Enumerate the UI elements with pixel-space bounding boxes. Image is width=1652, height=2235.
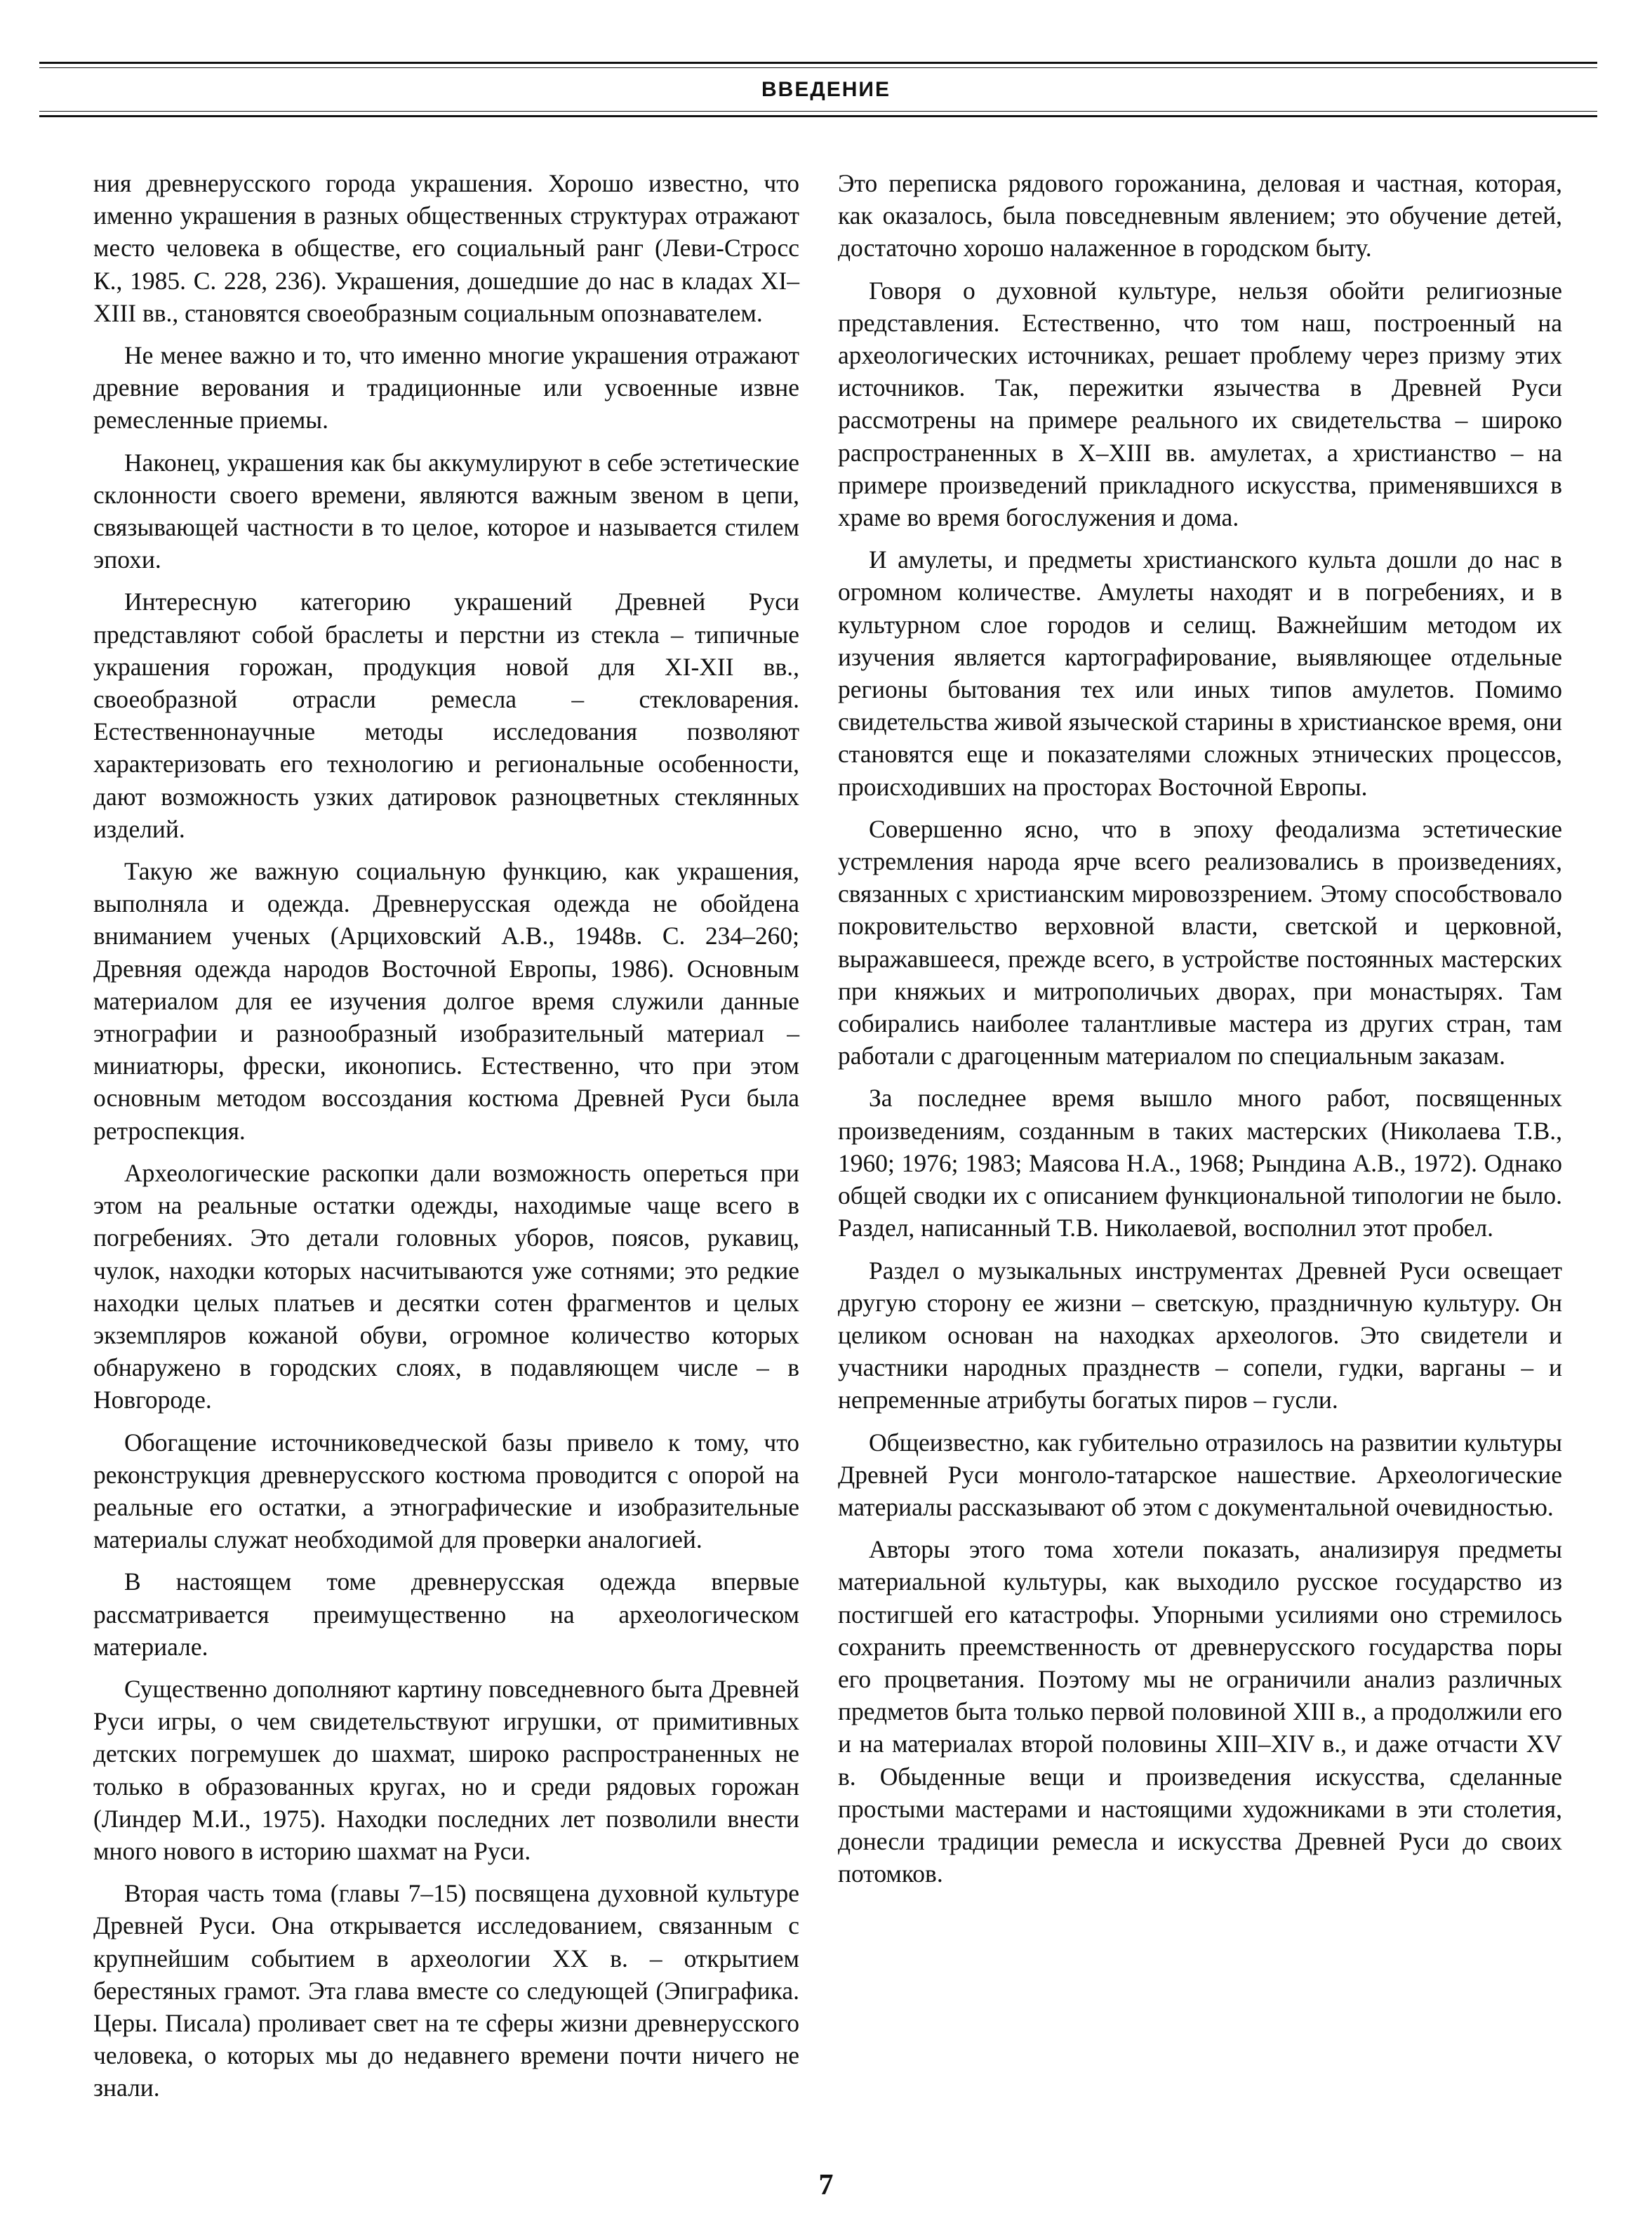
paragraph: В настоящем томе древнерусская одежда впервые рассматривается преимущественно на археологическом материале. xyxy=(93,1567,799,1661)
header-rule-top xyxy=(39,62,1597,64)
page-number: 7 xyxy=(818,2169,834,2201)
paragraph: Вторая часть тома (главы 7–15) посвящена духовной культуре Древней Руси. Она открывается исследованием, связанным с крупнейшим событием в археологии XX в. – открытием берестяных грамот. Эта глава вместе со следующей (Эпиграфика. Церы. Писала) проливает свет на те сферы жизни древнерусского человека, о которых мы до недавнего времени почти ничего не знали. xyxy=(93,1879,799,2102)
paragraph: За последнее время вышло много работ, посвященных произведениям, созданным в таких мастерских (Николаева Т.В., 1960; 1976; 1983; Маясова Н.А., 1968; Рындина А.В., 1972). Однако общей сводки их с описанием функциональной типологии не было. Раздел, написанный Т.В. Николаевой, восполнил этот пробел. xyxy=(838,1084,1562,1242)
paragraph: Интересную категорию украшений Древней Руси представляют собой браслеты и перстни из стекла – типичные украшения горожан, продукция новой для XI-XII вв., своеобразной отрасли ремесла – стекловарения. Естественнонаучные методы исследования позволяют характеризовать его технологию и региональные особенности, дают возможность узких датировок разноцветных стеклянных изделий. xyxy=(93,588,799,843)
paragraph: ния древнерусского города украшения. Хорошо известно, что именно украшения в разных общественных структурах отражают место человека в обществе, его социальный ранг (Леви-Стросс К., 1985. С. 228, 236). Украшения, дошедшие до нас в кладах XI–XIII вв., становятся своеобразным социальным опознавателем. xyxy=(93,169,799,327)
paragraph: Наконец, украшения как бы аккумулируют в себе эстетические склонности своего времени, являются важным звеном в цепи, связывающей частности в то целое, которое и называется стилем эпохи. xyxy=(93,448,799,574)
paragraph: Не менее важно и то, что именно многие украшения отражают древние верования и традиционные или усвоенные извне ремесленные приемы. xyxy=(93,341,799,435)
running-header: ВВЕДЕНИЕ xyxy=(761,78,891,101)
paragraph: Авторы этого тома хотели показать, анализируя предметы материальной культуры, как выходило русское государство из постигшей его катастрофы. Упорными усилиями оно стремилось сохранить преемственность от древнерусского государства поры его процветания. Поэтому мы не ограничили анализ различных предметов быта только первой половиной XIII в., а продолжили его и на материалах второй половины XIII–XIV в., и даже отчасти XV в. Обыденные вещи и произведения искусства, сделанные простыми мастерами и настоящими художниками в эти столетия, донесли традиции ремесла и искусства Древней Руси до своих потомков. xyxy=(838,1535,1562,1888)
paragraph: И амулеты, и предметы христианского культа дошли до нас в огромном количестве. Амулеты находят и в погребениях, и в культурном слое городов и селищ. Важнейшим методом их изучения является картографирование, выявляющее отдельные регионы бытования тех или иных типов амулетов. Помимо свидетельства живой языческой старины в христианское время, они становятся еще и показателями сложных этнических процессов, происходивших на просторах Восточной Европы. xyxy=(838,545,1562,801)
paragraph: Такую же важную социальную функцию, как украшения, выполняла и одежда. Древнерусская одежда не обойдена вниманием ученых (Арциховский А.В., 1948в. С. 234–260; Древняя одежда народов Восточной Европы, 1986). Основным материалом для ее изучения долгое время служили данные этнографии и разнообразный изобразительный материал – миниатюры, фрески, иконопись. Естественно, что при этом основным методом воссоздания костюма Древней Руси была ретроспекция. xyxy=(93,857,799,1145)
paragraph: Это переписка рядового горожанина, деловая и частная, которая, как оказалось, была повседневным явлением; это обучение детей, достаточно хорошо налаженное в городском быту. xyxy=(838,169,1562,263)
text-column-left xyxy=(93,167,799,2104)
text-column-right xyxy=(838,167,1562,1890)
paragraph: Совершенно ясно, что в эпоху феодализма эстетические устремления народа ярче всего реализовались в произведениях, связанных с христианским мировоззрением. Этому способствовало покровительство верховной власти, светской и церковной, выражавшееся, прежде всего, в устройстве постоянных мастерских при княжьих и митрополичьих дворах, при монастырях. Там собирались наиболее талантливые мастера из других стран, там работали с драгоценным материалом по специальным заказам. xyxy=(838,814,1562,1070)
paragraph: Обогащение источниковедческой базы привело к тому, что реконструкция древнерусского костюма проводится с опорой на реальные его остатки, а этнографические и изобразительные материалы служат необходимой для проверки аналогией. xyxy=(93,1428,799,1554)
paragraph: Говоря о духовной культуре, нельзя обойти религиозные представления. Естественно, что том наш, построенный на археологических источниках, решает проблему через призму этих источников. Так, пережитки язычества в Древней Руси рассмотрены на примере реального их свидетельства – широко распространенных в X–XIII вв. амулетах, а христианство – на примере произведений прикладного искусства, применявшихся в храме во время богослужения и дома. xyxy=(838,276,1562,532)
paragraph: Общеизвестно, как губительно отразилось на развитии культуры Древней Руси монголо-татарское нашествие. Археологические материалы рассказывают об этом с документальной очевидностью. xyxy=(838,1428,1562,1521)
paragraph: Раздел о музыкальных инструментах Древней Руси освещает другую сторону ее жизни – светскую, праздничную культуру. Он целиком основан на находках археологов. Это свидетели и участники народных празднеств – сопели, гудки, варганы – и непременные атрибуты богатых пиров – гусли. xyxy=(838,1256,1562,1414)
header-rule-bottom-thin xyxy=(39,111,1597,112)
paragraph: Археологические раскопки дали возможность опереться при этом на реальные остатки одежды, находимые чаще всего в погребениях. Это детали головных уборов, поясов, рукавиц, чулок, находки которых насчитываются уже сотнями; это редкие находки целых платьев и десятки сотен фрагментов и целых экземпляров кожаной обуви, огромное количество которых обнаружено в городских слоях, в подавляющем числе – в Новгороде. xyxy=(93,1158,799,1414)
header-rule-bottom xyxy=(39,115,1597,117)
paragraph: Существенно дополняют картину повседневного быта Древней Руси игры, о чем свидетельствуют игрушки, от примитивных детских погремушек до шахмат, широко распространенных не только в образованных кругах, но и среди рядовых горожан (Линдер М.И., 1975). Находки последних лет позволили внести много нового в историю шахмат на Руси. xyxy=(93,1674,799,1865)
header-rule-top-thin xyxy=(39,67,1597,68)
